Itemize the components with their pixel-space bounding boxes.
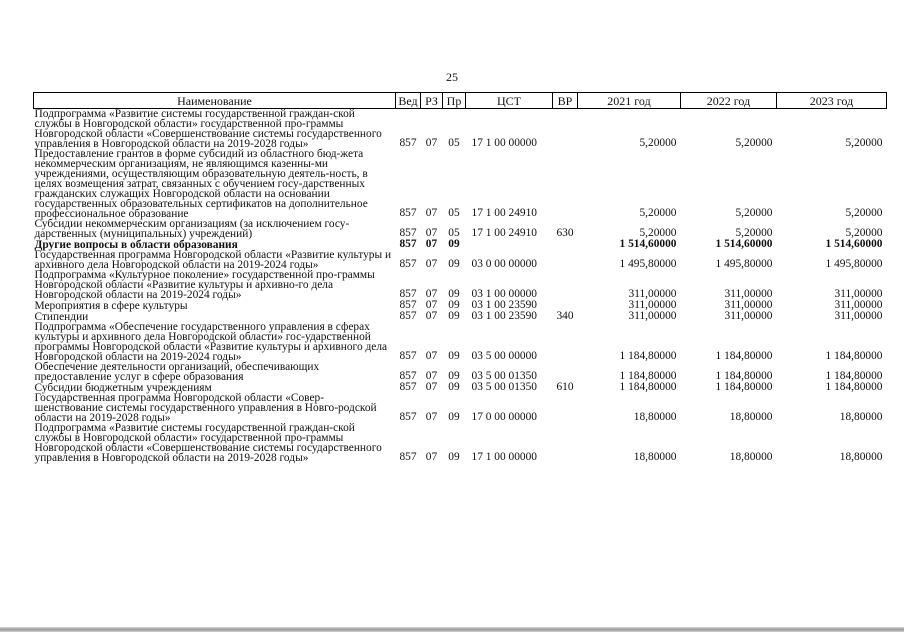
col-header-ved: Вед [396, 93, 421, 109]
cell-2023: 311,00000 [834, 288, 883, 300]
cell-ved: 857 [399, 381, 417, 393]
cell-2022: 311,00000 [724, 288, 773, 300]
cell-cst: 17 1 00 24910 [471, 227, 537, 239]
cell-2023: 1 495,80000 [825, 258, 883, 270]
cell-ved: 857 [399, 310, 417, 322]
cell-rz: 07 [425, 381, 438, 393]
cell-2023: 5,20000 [845, 137, 883, 149]
col-header-pr: Пр [443, 93, 466, 109]
cell-rz: 07 [425, 137, 438, 149]
cell-name: Субсидии некоммерческим организациям (за исключением госу-дарственных (муниципальных) учреждений) [34, 218, 350, 240]
cell-2022: 18,80000 [729, 451, 773, 463]
cell-2023: 18,80000 [839, 411, 883, 423]
table-row [34, 250, 887, 270]
table-header-row [34, 93, 887, 109]
cell-2023: 1 514,60000 [825, 238, 883, 250]
page-number: 25 [446, 70, 458, 84]
cell-vr [553, 250, 578, 270]
col-header-2023: 2023 год [777, 93, 887, 109]
cell-2022: 5,20000 [735, 137, 773, 149]
cell-rz: 07 [425, 238, 438, 250]
cell-rz: 07 [425, 258, 438, 270]
cell-cst: 03 1 00 23590 [471, 310, 537, 322]
cell-2021: 5,20000 [639, 207, 677, 219]
cell-pr: 05 [448, 207, 460, 219]
cell-pr: 09 [448, 381, 460, 393]
col-header-cst: ЦСТ [466, 93, 553, 109]
table-row [34, 322, 887, 362]
cell-vr: 630 [556, 227, 574, 239]
cell-ved: 857 [399, 207, 417, 219]
cell-ved: 857 [399, 411, 417, 423]
cell-pr: 09 [448, 350, 460, 362]
budget-table [33, 92, 887, 463]
cell-2022: 311,00000 [724, 299, 773, 311]
cell-cst: 17 1 00 24910 [471, 207, 537, 219]
cell-name: Мероприятия в сфере культуры [34, 300, 188, 312]
table-row [34, 219, 887, 239]
cell-2021: 1 495,80000 [619, 258, 677, 270]
cell-vr [553, 423, 578, 463]
scan-edge-shadow [0, 627, 904, 632]
cell-2023: 1 184,80000 [825, 381, 883, 393]
cell-2022: 1 184,80000 [715, 370, 773, 382]
cell-cst: 03 5 00 00000 [471, 350, 537, 362]
cell-cst: 03 1 00 00000 [471, 288, 537, 300]
cell-2022: 1 514,60000 [715, 238, 773, 250]
cell-2021: 311,00000 [628, 299, 677, 311]
cell-pr: 09 [448, 451, 460, 463]
cell-name: Предоставление грантов в форме субсидий из областного бюд-жета некоммерческим организациям, не являющимся казенны-ми учреждениями, осуществляющим образовательную деятель-ность, в целях возмещения затрат, связанных с обучением госу-дарственных гражданских служащих Новгородской области на основании государственных образовательных сертификатов на дополнительное профессиональное образование [34, 148, 368, 220]
cell-ved: 857 [399, 137, 417, 149]
table-body [34, 109, 887, 464]
cell-name: Подпрограмма «Обеспечение государственного управления в сферах культуры и архивного дела Новгородской области» гос-ударственной программы Новгородской области «Развитие культуры и архивного дела Новгородской области на 2019-2024 годы» [34, 321, 388, 363]
cell-name: Подпрограмма «Развитие системы государственной граждан-ской службы в Новгородской области» государственной про-граммы Новгородской области «Совершенствование системы государственного управления в Новгородской области на 2019-2028 годы» [34, 108, 382, 150]
cell-ved: 857 [399, 258, 417, 270]
cell-ved: 857 [399, 288, 417, 300]
cell-2023: 5,20000 [845, 207, 883, 219]
cell-2023: 1 184,80000 [825, 370, 883, 382]
cell-name: Государственная программа Новгородской области «Развитие культуры и архивного дела Новгородской области на 2019-2024 годы» [34, 249, 392, 271]
cell-rz: 07 [425, 227, 438, 239]
cell-2023: 18,80000 [839, 451, 883, 463]
cell-cst [466, 239, 553, 250]
cell-2021: 18,80000 [633, 451, 677, 463]
cell-2021: 5,20000 [639, 137, 677, 149]
cell-ved: 857 [399, 451, 417, 463]
cell-rz: 07 [425, 451, 438, 463]
cell-2021: 1 184,80000 [619, 350, 677, 362]
cell-2021: 311,00000 [628, 310, 677, 322]
cell-2021: 1 514,60000 [619, 238, 677, 250]
cell-cst: 03 5 00 01350 [471, 381, 537, 393]
cell-2021: 1 184,80000 [619, 381, 677, 393]
cell-vr [553, 149, 578, 219]
cell-2023: 311,00000 [834, 310, 883, 322]
col-header-rz: РЗ [421, 93, 443, 109]
cell-rz: 07 [425, 411, 438, 423]
cell-pr: 09 [448, 310, 460, 322]
cell-pr: 09 [448, 288, 460, 300]
cell-pr: 05 [448, 137, 460, 149]
cell-2022: 311,00000 [724, 310, 773, 322]
cell-2022: 18,80000 [729, 411, 773, 423]
cell-2023: 1 184,80000 [825, 350, 883, 362]
cell-2022: 1 184,80000 [715, 350, 773, 362]
cell-rz: 07 [425, 310, 438, 322]
cell-pr: 09 [448, 238, 460, 250]
cell-cst: 03 5 00 01350 [471, 370, 537, 382]
cell-vr [553, 109, 578, 150]
table-row [34, 149, 887, 219]
cell-2021: 1 184,80000 [619, 370, 677, 382]
cell-2023: 311,00000 [834, 299, 883, 311]
cell-rz: 07 [425, 207, 438, 219]
cell-2021: 311,00000 [628, 288, 677, 300]
cell-cst: 17 1 00 00000 [471, 451, 537, 463]
cell-pr: 09 [448, 299, 460, 311]
cell-vr [553, 270, 578, 300]
cell-cst: 17 1 00 00000 [471, 137, 537, 149]
cell-rz: 07 [425, 288, 438, 300]
cell-2022: 1 184,80000 [715, 381, 773, 393]
cell-pr: 09 [448, 258, 460, 270]
table-row [34, 270, 887, 300]
cell-2022: 5,20000 [735, 207, 773, 219]
table-row [34, 393, 887, 423]
table-row [34, 423, 887, 463]
col-header-2021: 2021 год [578, 93, 681, 109]
cell-pr: 09 [448, 370, 460, 382]
cell-rz: 07 [425, 299, 438, 311]
cell-cst: 17 0 00 00000 [471, 411, 537, 423]
cell-vr: 610 [556, 381, 574, 393]
table-row [34, 362, 887, 382]
cell-2021: 5,20000 [639, 227, 677, 239]
col-header-2022: 2022 год [681, 93, 777, 109]
cell-ved: 857 [399, 370, 417, 382]
cell-2022: 5,20000 [735, 227, 773, 239]
cell-vr [553, 393, 578, 423]
cell-pr: 09 [448, 411, 460, 423]
cell-vr [553, 239, 578, 250]
cell-ved: 857 [399, 350, 417, 362]
cell-name: Обеспечение деятельности организаций, обеспечивающих предоставление услуг в сфере образования [34, 361, 320, 383]
cell-cst: 03 0 00 00000 [471, 258, 537, 270]
cell-vr: 340 [556, 310, 574, 322]
table-row [34, 109, 887, 150]
cell-vr [553, 322, 578, 362]
cell-rz: 07 [425, 370, 438, 382]
cell-2023: 5,20000 [845, 227, 883, 239]
cell-rz: 07 [425, 350, 438, 362]
col-header-name: Наименование [34, 93, 396, 109]
cell-cst: 03 1 00 23590 [471, 299, 537, 311]
cell-ved: 857 [399, 238, 417, 250]
col-header-vr: ВР [553, 93, 578, 109]
cell-name: Стипендии [34, 311, 89, 323]
cell-2021: 18,80000 [633, 411, 677, 423]
cell-name: Другие вопросы в области образования [34, 239, 238, 251]
cell-vr [553, 362, 578, 382]
cell-name: Подпрограмма «Развитие системы государственной граждан-ской службы в Новгородской области» государственной про-граммы Новгородской области «Совершенствование системы государственного управления в Новгородской области на 2019-2028 годы» [34, 422, 382, 464]
cell-pr: 05 [448, 227, 460, 239]
cell-ved: 857 [399, 227, 417, 239]
cell-name: Подпрограмма «Культурное поколение» государственной про-граммы Новгородской области «Развитие культуры и архивно-го дела Новгородской области на 2019-2024 годы» [34, 269, 375, 301]
cell-name: Субсидии бюджетным учреждениям [34, 382, 212, 394]
cell-name: Государственная программа Новгородской области «Совер-шенствование системы государственного управления в Новго-родской области на 2019-2028 годы» [34, 392, 377, 424]
cell-ved: 857 [399, 299, 417, 311]
cell-2022: 1 495,80000 [715, 258, 773, 270]
